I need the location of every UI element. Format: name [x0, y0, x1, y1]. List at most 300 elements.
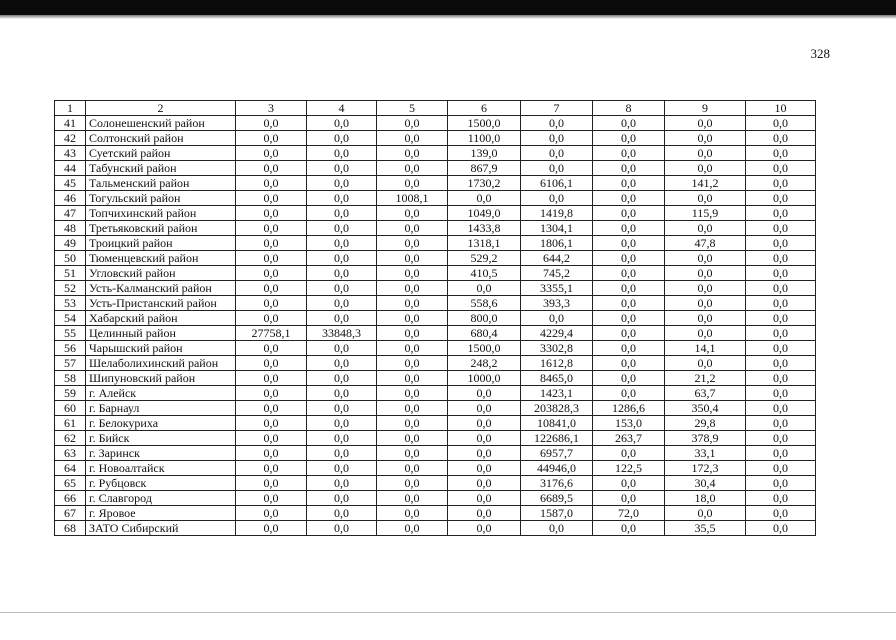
value-cell-col4: 0,0	[307, 176, 377, 191]
value-cell-col6: 0,0	[448, 491, 521, 506]
value-cell-col8: 0,0	[593, 476, 665, 491]
value-cell-col5: 0,0	[377, 341, 448, 356]
table-row	[55, 251, 816, 266]
value-cell-col8: 0,0	[593, 311, 665, 326]
row-number-cell: 64	[55, 461, 86, 476]
value-cell-col9: 0,0	[665, 131, 746, 146]
value-cell-col9: 35,5	[665, 521, 746, 536]
value-cell-col9: 0,0	[665, 356, 746, 371]
table-row	[55, 266, 816, 281]
row-number-cell: 68	[55, 521, 86, 536]
value-cell-col8: 0,0	[593, 266, 665, 281]
table-row	[55, 131, 816, 146]
table-row	[55, 161, 816, 176]
value-cell-col7: 3176,6	[521, 476, 593, 491]
value-cell-col7: 6106,1	[521, 176, 593, 191]
row-number-cell: 57	[55, 356, 86, 371]
district-name-cell: Целинный район	[86, 326, 236, 341]
value-cell-col4: 0,0	[307, 371, 377, 386]
value-cell-col7: 3355,1	[521, 281, 593, 296]
value-cell-col5: 0,0	[377, 461, 448, 476]
district-name-cell: г. Бийск	[86, 431, 236, 446]
value-cell-col5: 0,0	[377, 206, 448, 221]
table-row	[55, 461, 816, 476]
value-cell-col7: 1612,8	[521, 356, 593, 371]
value-cell-col9: 115,9	[665, 206, 746, 221]
value-cell-col3: 0,0	[236, 476, 307, 491]
value-cell-col5: 0,0	[377, 371, 448, 386]
value-cell-col5: 0,0	[377, 131, 448, 146]
value-cell-col4: 0,0	[307, 281, 377, 296]
value-cell-col7: 0,0	[521, 521, 593, 536]
value-cell-col8: 0,0	[593, 491, 665, 506]
value-cell-col3: 0,0	[236, 506, 307, 521]
value-cell-col4: 0,0	[307, 266, 377, 281]
header-cell-col1: 1	[55, 101, 86, 116]
value-cell-col7: 1419,8	[521, 206, 593, 221]
value-cell-col5: 0,0	[377, 311, 448, 326]
row-number-cell: 48	[55, 221, 86, 236]
value-cell-col9: 0,0	[665, 281, 746, 296]
table-row	[55, 176, 816, 191]
value-cell-col5: 0,0	[377, 251, 448, 266]
value-cell-col6: 0,0	[448, 386, 521, 401]
value-cell-col4: 0,0	[307, 431, 377, 446]
value-cell-col4: 0,0	[307, 446, 377, 461]
value-cell-col7: 10841,0	[521, 416, 593, 431]
value-cell-col6: 0,0	[448, 521, 521, 536]
value-cell-col6: 867,9	[448, 161, 521, 176]
value-cell-col3: 0,0	[236, 131, 307, 146]
row-number-cell: 46	[55, 191, 86, 206]
table-row	[55, 221, 816, 236]
value-cell-col4: 0,0	[307, 221, 377, 236]
value-cell-col8: 0,0	[593, 251, 665, 266]
value-cell-col4: 0,0	[307, 146, 377, 161]
table-row	[55, 311, 816, 326]
value-cell-col3: 0,0	[236, 236, 307, 251]
scan-border-shadow	[0, 15, 896, 19]
value-cell-col6: 0,0	[448, 506, 521, 521]
header-cell-col8: 8	[593, 101, 665, 116]
value-cell-col3: 0,0	[236, 386, 307, 401]
value-cell-col7: 0,0	[521, 146, 593, 161]
value-cell-col10: 0,0	[746, 266, 816, 281]
value-cell-col10: 0,0	[746, 371, 816, 386]
header-cell-col3: 3	[236, 101, 307, 116]
value-cell-col8: 0,0	[593, 356, 665, 371]
value-cell-col4: 33848,3	[307, 326, 377, 341]
value-cell-col3: 0,0	[236, 191, 307, 206]
value-cell-col8: 0,0	[593, 146, 665, 161]
value-cell-col5: 0,0	[377, 431, 448, 446]
value-cell-col10: 0,0	[746, 311, 816, 326]
district-name-cell: Солтонский район	[86, 131, 236, 146]
value-cell-col3: 0,0	[236, 221, 307, 236]
value-cell-col5: 0,0	[377, 281, 448, 296]
value-cell-col6: 1500,0	[448, 116, 521, 131]
value-cell-col9: 47,8	[665, 236, 746, 251]
page-number: 328	[810, 46, 830, 61]
value-cell-col8: 0,0	[593, 521, 665, 536]
value-cell-col3: 0,0	[236, 161, 307, 176]
value-cell-col5: 0,0	[377, 506, 448, 521]
row-number-cell: 49	[55, 236, 86, 251]
value-cell-col3: 0,0	[236, 446, 307, 461]
value-cell-col10: 0,0	[746, 401, 816, 416]
value-cell-col3: 0,0	[236, 146, 307, 161]
budget-table	[54, 100, 816, 536]
table-row	[55, 146, 816, 161]
header-cell-col10: 10	[746, 101, 816, 116]
value-cell-col7: 8465,0	[521, 371, 593, 386]
value-cell-col4: 0,0	[307, 191, 377, 206]
value-cell-col8: 0,0	[593, 131, 665, 146]
value-cell-col7: 0,0	[521, 161, 593, 176]
value-cell-col9: 0,0	[665, 311, 746, 326]
row-number-cell: 50	[55, 251, 86, 266]
row-number-cell: 59	[55, 386, 86, 401]
value-cell-col6: 1049,0	[448, 206, 521, 221]
value-cell-col3: 0,0	[236, 266, 307, 281]
value-cell-col6: 0,0	[448, 446, 521, 461]
value-cell-col6: 529,2	[448, 251, 521, 266]
value-cell-col3: 0,0	[236, 431, 307, 446]
value-cell-col4: 0,0	[307, 416, 377, 431]
value-cell-col6: 248,2	[448, 356, 521, 371]
table-row	[55, 326, 816, 341]
value-cell-col4: 0,0	[307, 296, 377, 311]
row-number-cell: 45	[55, 176, 86, 191]
value-cell-col10: 0,0	[746, 221, 816, 236]
table-row	[55, 476, 816, 491]
table-row	[55, 491, 816, 506]
district-name-cell: Тюменцевский район	[86, 251, 236, 266]
header-cell-col4: 4	[307, 101, 377, 116]
value-cell-col9: 350,4	[665, 401, 746, 416]
row-number-cell: 65	[55, 476, 86, 491]
value-cell-col4: 0,0	[307, 161, 377, 176]
value-cell-col6: 1000,0	[448, 371, 521, 386]
value-cell-col4: 0,0	[307, 311, 377, 326]
value-cell-col8: 0,0	[593, 176, 665, 191]
value-cell-col3: 0,0	[236, 401, 307, 416]
row-number-cell: 56	[55, 341, 86, 356]
value-cell-col6: 0,0	[448, 416, 521, 431]
value-cell-col10: 0,0	[746, 521, 816, 536]
value-cell-col3: 0,0	[236, 491, 307, 506]
value-cell-col10: 0,0	[746, 176, 816, 191]
header-cell-col6: 6	[448, 101, 521, 116]
value-cell-col3: 0,0	[236, 281, 307, 296]
value-cell-col7: 1423,1	[521, 386, 593, 401]
value-cell-col9: 18,0	[665, 491, 746, 506]
value-cell-col5: 0,0	[377, 401, 448, 416]
value-cell-col6: 800,0	[448, 311, 521, 326]
value-cell-col9: 63,7	[665, 386, 746, 401]
value-cell-col7: 745,2	[521, 266, 593, 281]
value-cell-col7: 393,3	[521, 296, 593, 311]
district-name-cell: г. Рубцовск	[86, 476, 236, 491]
row-number-cell: 62	[55, 431, 86, 446]
value-cell-col7: 3302,8	[521, 341, 593, 356]
value-cell-col4: 0,0	[307, 386, 377, 401]
value-cell-col8: 263,7	[593, 431, 665, 446]
value-cell-col9: 30,4	[665, 476, 746, 491]
value-cell-col8: 0,0	[593, 446, 665, 461]
value-cell-col9: 0,0	[665, 116, 746, 131]
value-cell-col4: 0,0	[307, 491, 377, 506]
district-name-cell: г. Белокуриха	[86, 416, 236, 431]
value-cell-col3: 0,0	[236, 461, 307, 476]
value-cell-col5: 0,0	[377, 416, 448, 431]
value-cell-col6: 0,0	[448, 461, 521, 476]
value-cell-col5: 0,0	[377, 386, 448, 401]
table-row	[55, 431, 816, 446]
district-name-cell: г. Барнаул	[86, 401, 236, 416]
value-cell-col10: 0,0	[746, 506, 816, 521]
value-cell-col10: 0,0	[746, 341, 816, 356]
district-name-cell: Третьяковский район	[86, 221, 236, 236]
value-cell-col5: 0,0	[377, 116, 448, 131]
value-cell-col5: 1008,1	[377, 191, 448, 206]
district-name-cell: Тогульский район	[86, 191, 236, 206]
value-cell-col10: 0,0	[746, 446, 816, 461]
value-cell-col6: 1318,1	[448, 236, 521, 251]
value-cell-col10: 0,0	[746, 356, 816, 371]
value-cell-col8: 122,5	[593, 461, 665, 476]
row-number-cell: 63	[55, 446, 86, 461]
row-number-cell: 42	[55, 131, 86, 146]
table-row	[55, 206, 816, 221]
value-cell-col7: 6957,7	[521, 446, 593, 461]
table-row	[55, 446, 816, 461]
table-row	[55, 116, 816, 131]
value-cell-col8: 0,0	[593, 161, 665, 176]
value-cell-col4: 0,0	[307, 401, 377, 416]
value-cell-col8: 72,0	[593, 506, 665, 521]
row-number-cell: 43	[55, 146, 86, 161]
value-cell-col5: 0,0	[377, 491, 448, 506]
value-cell-col5: 0,0	[377, 176, 448, 191]
district-name-cell: г. Славгород	[86, 491, 236, 506]
row-number-cell: 51	[55, 266, 86, 281]
value-cell-col10: 0,0	[746, 431, 816, 446]
value-cell-col4: 0,0	[307, 521, 377, 536]
value-cell-col8: 0,0	[593, 371, 665, 386]
scan-bottom-edge	[0, 612, 896, 613]
value-cell-col8: 0,0	[593, 206, 665, 221]
value-cell-col10: 0,0	[746, 386, 816, 401]
value-cell-col10: 0,0	[746, 116, 816, 131]
value-cell-col7: 0,0	[521, 191, 593, 206]
header-cell-col2: 2	[86, 101, 236, 116]
district-name-cell: Хабарский район	[86, 311, 236, 326]
table-row	[55, 506, 816, 521]
value-cell-col9: 21,2	[665, 371, 746, 386]
value-cell-col7: 0,0	[521, 131, 593, 146]
value-cell-col9: 0,0	[665, 326, 746, 341]
scan-border-top	[0, 0, 896, 15]
value-cell-col10: 0,0	[746, 191, 816, 206]
value-cell-col5: 0,0	[377, 446, 448, 461]
value-cell-col9: 29,8	[665, 416, 746, 431]
value-cell-col4: 0,0	[307, 236, 377, 251]
value-cell-col4: 0,0	[307, 131, 377, 146]
value-cell-col6: 1100,0	[448, 131, 521, 146]
district-name-cell: Усть-Калманский район	[86, 281, 236, 296]
value-cell-col4: 0,0	[307, 116, 377, 131]
value-cell-col10: 0,0	[746, 161, 816, 176]
row-number-cell: 47	[55, 206, 86, 221]
value-cell-col9: 0,0	[665, 161, 746, 176]
value-cell-col8: 0,0	[593, 221, 665, 236]
table-row	[55, 416, 816, 431]
value-cell-col6: 1433,8	[448, 221, 521, 236]
value-cell-col6: 0,0	[448, 476, 521, 491]
district-name-cell: г. Алейск	[86, 386, 236, 401]
district-name-cell: Шелаболихинский район	[86, 356, 236, 371]
value-cell-col8: 0,0	[593, 326, 665, 341]
value-cell-col10: 0,0	[746, 416, 816, 431]
value-cell-col6: 680,4	[448, 326, 521, 341]
value-cell-col9: 0,0	[665, 221, 746, 236]
value-cell-col8: 0,0	[593, 341, 665, 356]
value-cell-col7: 1806,1	[521, 236, 593, 251]
value-cell-col8: 0,0	[593, 281, 665, 296]
value-cell-col3: 0,0	[236, 176, 307, 191]
header-cell-col7: 7	[521, 101, 593, 116]
value-cell-col6: 410,5	[448, 266, 521, 281]
value-cell-col9: 0,0	[665, 146, 746, 161]
value-cell-col6: 0,0	[448, 281, 521, 296]
table-header-row	[55, 101, 816, 116]
value-cell-col3: 0,0	[236, 296, 307, 311]
district-name-cell: Табунский район	[86, 161, 236, 176]
value-cell-col5: 0,0	[377, 326, 448, 341]
district-name-cell: г. Яровое	[86, 506, 236, 521]
value-cell-col4: 0,0	[307, 356, 377, 371]
district-name-cell: г. Новоалтайск	[86, 461, 236, 476]
value-cell-col8: 153,0	[593, 416, 665, 431]
table-row	[55, 236, 816, 251]
table-row	[55, 401, 816, 416]
value-cell-col5: 0,0	[377, 266, 448, 281]
value-cell-col6: 0,0	[448, 401, 521, 416]
value-cell-col5: 0,0	[377, 476, 448, 491]
value-cell-col7: 0,0	[521, 311, 593, 326]
district-name-cell: Усть-Пристанский район	[86, 296, 236, 311]
district-name-cell: г. Заринск	[86, 446, 236, 461]
value-cell-col9: 0,0	[665, 191, 746, 206]
value-cell-col5: 0,0	[377, 296, 448, 311]
value-cell-col6: 0,0	[448, 431, 521, 446]
value-cell-col9: 378,9	[665, 431, 746, 446]
value-cell-col7: 122686,1	[521, 431, 593, 446]
value-cell-col7: 6689,5	[521, 491, 593, 506]
value-cell-col10: 0,0	[746, 326, 816, 341]
district-name-cell: Топчихинский район	[86, 206, 236, 221]
value-cell-col4: 0,0	[307, 251, 377, 266]
value-cell-col8: 0,0	[593, 116, 665, 131]
value-cell-col5: 0,0	[377, 146, 448, 161]
value-cell-col6: 1500,0	[448, 341, 521, 356]
table-body	[55, 101, 816, 536]
value-cell-col3: 0,0	[236, 311, 307, 326]
value-cell-col3: 0,0	[236, 356, 307, 371]
district-name-cell: Шипуновский район	[86, 371, 236, 386]
district-name-cell: Суетский район	[86, 146, 236, 161]
table-row	[55, 191, 816, 206]
district-name-cell: Троицкий район	[86, 236, 236, 251]
district-name-cell: ЗАТО Сибирский	[86, 521, 236, 536]
value-cell-col7: 44946,0	[521, 461, 593, 476]
value-cell-col3: 0,0	[236, 371, 307, 386]
value-cell-col3: 0,0	[236, 416, 307, 431]
value-cell-col7: 1304,1	[521, 221, 593, 236]
value-cell-col5: 0,0	[377, 236, 448, 251]
value-cell-col3: 0,0	[236, 341, 307, 356]
value-cell-col5: 0,0	[377, 521, 448, 536]
value-cell-col10: 0,0	[746, 491, 816, 506]
header-cell-col5: 5	[377, 101, 448, 116]
row-number-cell: 54	[55, 311, 86, 326]
value-cell-col7: 1587,0	[521, 506, 593, 521]
district-name-cell: Чарышский район	[86, 341, 236, 356]
value-cell-col9: 0,0	[665, 296, 746, 311]
row-number-cell: 52	[55, 281, 86, 296]
value-cell-col10: 0,0	[746, 476, 816, 491]
row-number-cell: 55	[55, 326, 86, 341]
value-cell-col9: 14,1	[665, 341, 746, 356]
value-cell-col7: 644,2	[521, 251, 593, 266]
value-cell-col4: 0,0	[307, 206, 377, 221]
value-cell-col3: 0,0	[236, 521, 307, 536]
row-number-cell: 44	[55, 161, 86, 176]
table-row	[55, 296, 816, 311]
row-number-cell: 58	[55, 371, 86, 386]
row-number-cell: 66	[55, 491, 86, 506]
value-cell-col6: 0,0	[448, 191, 521, 206]
value-cell-col4: 0,0	[307, 476, 377, 491]
value-cell-col10: 0,0	[746, 281, 816, 296]
value-cell-col9: 33,1	[665, 446, 746, 461]
value-cell-col8: 0,0	[593, 386, 665, 401]
value-cell-col6: 139,0	[448, 146, 521, 161]
district-name-cell: Угловский район	[86, 266, 236, 281]
table-row	[55, 281, 816, 296]
value-cell-col9: 141,2	[665, 176, 746, 191]
district-name-cell: Солонешенский район	[86, 116, 236, 131]
value-cell-col10: 0,0	[746, 251, 816, 266]
district-name-cell: Тальменский район	[86, 176, 236, 191]
row-number-cell: 60	[55, 401, 86, 416]
value-cell-col7: 4229,4	[521, 326, 593, 341]
value-cell-col9: 0,0	[665, 506, 746, 521]
value-cell-col8: 1286,6	[593, 401, 665, 416]
value-cell-col9: 0,0	[665, 266, 746, 281]
table-row	[55, 521, 816, 536]
value-cell-col3: 0,0	[236, 206, 307, 221]
value-cell-col10: 0,0	[746, 461, 816, 476]
header-cell-col9: 9	[665, 101, 746, 116]
value-cell-col4: 0,0	[307, 341, 377, 356]
value-cell-col7: 203828,3	[521, 401, 593, 416]
value-cell-col3: 0,0	[236, 251, 307, 266]
value-cell-col8: 0,0	[593, 191, 665, 206]
value-cell-col6: 1730,2	[448, 176, 521, 191]
value-cell-col5: 0,0	[377, 356, 448, 371]
